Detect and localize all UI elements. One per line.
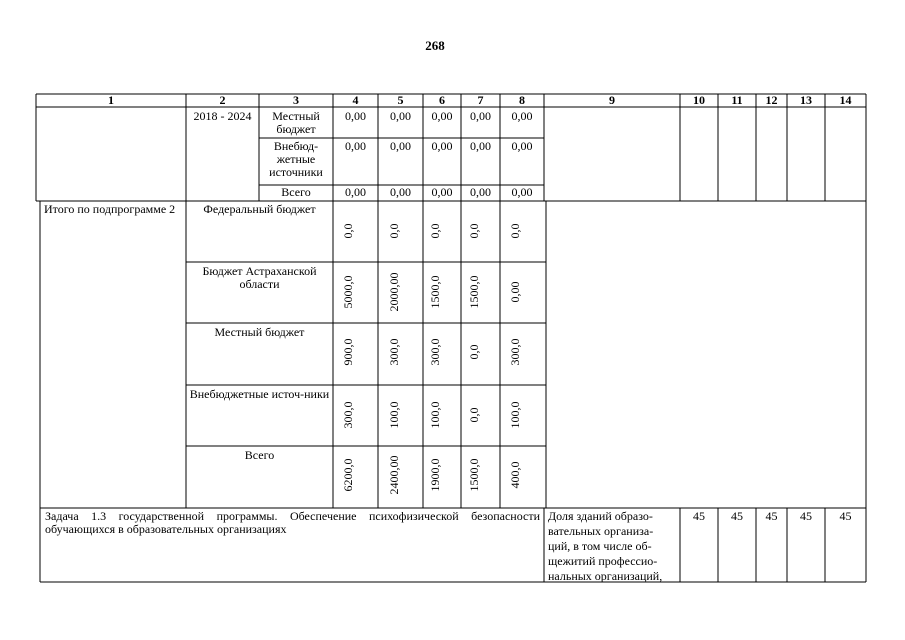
rotated-value-cell: 0,0 (387, 223, 401, 239)
rotated-value-cell: 1500,0 (467, 458, 481, 492)
rotated-value-cell: 900,0 (341, 338, 355, 366)
value-cell: 0,00 (431, 109, 453, 123)
rotated-value-cell: 2400,00 (387, 455, 401, 495)
target-value-cell: 45 (693, 509, 705, 523)
rotated-value-cell: 100,0 (428, 401, 442, 429)
rotated-value-cell: 0,0 (341, 223, 355, 239)
rotated-value-cell: 0,0 (508, 223, 522, 239)
value-cell: 0,00 (511, 139, 533, 153)
header-col-6: 6 (439, 93, 445, 107)
source-total: Всего (281, 185, 311, 199)
task-description: Задача 1.3 государственной программы. Обеспечение психофизической безопасности обучающихся в образовательных организациях (45, 509, 540, 536)
value-cell: 0,00 (431, 185, 453, 199)
rotated-value-cell: 0,0 (467, 344, 481, 360)
header-col-8: 8 (519, 93, 525, 107)
value-cell: 0,00 (511, 109, 533, 123)
rotated-value-cell: 400,0 (508, 461, 522, 489)
header-col-5: 5 (397, 93, 404, 107)
rotated-value-cell: 0,0 (467, 407, 481, 423)
header-col-10: 10 (693, 93, 705, 107)
target-value-cell: 45 (839, 509, 852, 523)
rotated-value-cell: 300,0 (387, 338, 401, 366)
page-number: 268 (425, 38, 445, 53)
period-cell: 2018 - 2024 (193, 109, 252, 123)
target-value-cell: 45 (800, 509, 812, 523)
target-value-cell: 45 (731, 509, 743, 523)
rotated-value-cell: 1900,0 (428, 458, 442, 492)
value-cell: 0,00 (390, 139, 411, 153)
header-col-14: 14 (839, 93, 852, 107)
source-local-budget: Местный бюджет (272, 109, 320, 136)
rotated-value-cell: 100,0 (387, 401, 401, 429)
rotated-value-cell: 2000,00 (387, 272, 401, 312)
header-col-4: 4 (352, 93, 359, 107)
value-cell: 0,00 (345, 109, 366, 123)
header-col-2: 2 (219, 93, 226, 107)
rotated-value-cell: 100,0 (508, 401, 522, 429)
rotated-value-cell: 1500,0 (467, 275, 481, 309)
value-cell: 0,00 (511, 185, 533, 199)
value-cell: 0,00 (431, 139, 453, 153)
header-col-13: 13 (800, 93, 812, 107)
rotated-value-cell: 1500,0 (428, 275, 442, 309)
rotated-value-cell: 300,0 (341, 401, 355, 429)
header-col-9: 9 (609, 93, 615, 107)
subtotal-source: Внебюджетные источ-ники (189, 387, 330, 401)
header-col-11: 11 (731, 93, 743, 107)
task-indicator: Доля зданий образо- вательных организа- ций, в том числе об- щежитий профессио- нальных организаций, (548, 509, 663, 583)
subtotal-source: Местный бюджет (214, 325, 305, 339)
rotated-value-cell: 0,0 (428, 223, 442, 239)
header-col-12: 12 (765, 93, 778, 107)
rotated-value-cell: 300,0 (508, 338, 522, 366)
value-cell: 0,00 (390, 185, 411, 199)
rotated-value-cell: 6200,0 (341, 458, 355, 492)
rotated-value-cell: 0,0 (467, 223, 481, 239)
header-col-7: 7 (477, 93, 484, 107)
value-cell: 0,00 (470, 109, 491, 123)
subtotal-source: Федеральный бюджет (203, 202, 316, 216)
value-cell: 0,00 (345, 185, 366, 199)
value-cell: 0,00 (390, 109, 411, 123)
value-cell: 0,00 (470, 185, 491, 199)
header-col-1: 1 (108, 93, 114, 107)
value-cell: 0,00 (345, 139, 366, 153)
value-cell: 0,00 (470, 139, 491, 153)
target-value-cell: 45 (765, 509, 778, 523)
rotated-value-cell: 300,0 (428, 338, 442, 366)
header-col-3: 3 (293, 93, 299, 107)
subtotal-label: Итого по подпрограмме 2 (44, 202, 176, 216)
rotated-value-cell: 0,00 (508, 281, 522, 303)
subtotal-source: Всего (244, 448, 275, 462)
source-extrabudgetary: Внебюд- жетные источники (269, 139, 323, 179)
rotated-value-cell: 5000,0 (341, 275, 355, 309)
subtotal-source: Бюджет Астраханской области (202, 264, 317, 291)
